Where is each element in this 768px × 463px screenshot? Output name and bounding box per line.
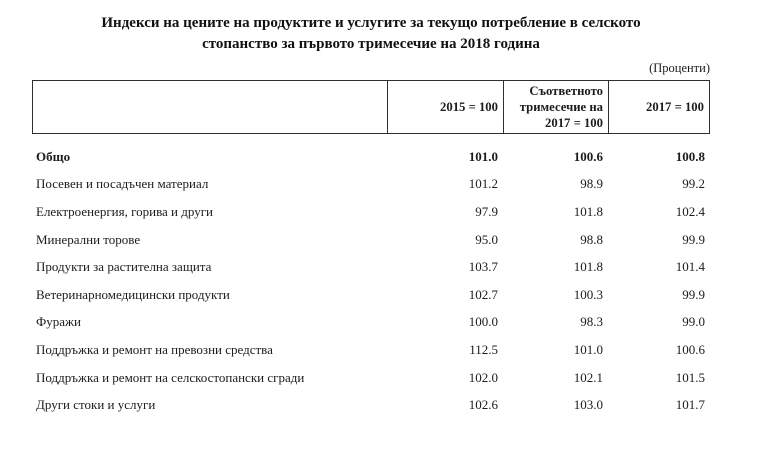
column-header-2015-base: 2015 = 100	[387, 81, 503, 133]
row-value: 101.5	[675, 369, 705, 385]
row-value: 112.5	[469, 341, 498, 357]
row-value: 102.1	[573, 369, 603, 385]
row-value: 99.9	[682, 286, 705, 302]
table-body	[32, 143, 710, 419]
table-row	[32, 226, 710, 254]
row-value: 95.0	[475, 231, 498, 247]
row-value: 98.8	[580, 231, 603, 247]
row-label: Електроенергия, горива и други	[36, 203, 213, 219]
row-label: Минерални торове	[36, 231, 141, 247]
table-row	[32, 253, 710, 281]
table-row	[32, 281, 710, 309]
unit-label: (Проценти)	[649, 61, 710, 75]
row-label: Ветеринарномедицински продукти	[36, 286, 230, 302]
row-value: 98.9	[580, 176, 603, 192]
row-value: 100.0	[468, 314, 498, 330]
table-row	[32, 143, 710, 171]
row-value: 101.2	[468, 176, 498, 192]
row-value: 100.3	[573, 286, 603, 302]
row-label: Поддръжка и ремонт на превозни средства	[36, 341, 273, 357]
row-value: 99.2	[682, 176, 705, 192]
column-header-2017-base: 2017 = 100	[608, 81, 709, 133]
table-row	[32, 391, 710, 419]
table-row	[32, 171, 710, 199]
row-value: 102.4	[675, 203, 705, 219]
page-title	[32, 13, 710, 55]
row-value: 103.0	[573, 397, 603, 413]
page-title-line-1: Индекси на цените на продуктите и услугите за текущо потребление в селското	[101, 15, 641, 31]
row-label: Други стоки и услуги	[36, 397, 156, 413]
row-label: Фуражи	[36, 314, 81, 330]
row-value: 98.3	[580, 314, 603, 330]
row-value: 102.6	[468, 397, 498, 413]
row-value: 101.8	[573, 203, 603, 219]
row-value: 102.7	[468, 286, 498, 302]
row-label: Посевен и посадъчен материал	[36, 176, 209, 192]
page-title-line-2: стопанство за първото тримесечие на 2018 година	[202, 36, 540, 52]
row-value: 99.0	[682, 314, 705, 330]
table-row	[32, 198, 710, 226]
row-value: 102.0	[468, 369, 498, 385]
row-label: Общо	[36, 148, 71, 164]
row-value: 101.0	[573, 341, 603, 357]
table-row	[32, 364, 710, 392]
row-value: 100.6	[675, 341, 705, 357]
table-row	[32, 309, 710, 337]
column-header-empty	[33, 81, 387, 133]
row-value: 101.7	[675, 397, 705, 413]
row-value: 100.6	[573, 148, 603, 164]
table-row	[32, 336, 710, 364]
row-label: Продукти за растителна защита	[36, 259, 212, 275]
row-value: 101.8	[573, 259, 603, 275]
row-value: 101.0	[468, 148, 498, 164]
column-header-same-quarter-2017-base: Съответното тримесечие на 2017 = 100	[503, 81, 608, 133]
row-value: 101.4	[675, 259, 705, 275]
table-header-row	[32, 80, 710, 134]
price-index-table	[32, 80, 710, 419]
row-value: 99.9	[682, 231, 705, 247]
row-label: Поддръжка и ремонт на селскостопански сгради	[36, 369, 305, 385]
row-value: 97.9	[475, 203, 498, 219]
row-value: 103.7	[468, 259, 498, 275]
row-value: 100.8	[675, 148, 705, 164]
